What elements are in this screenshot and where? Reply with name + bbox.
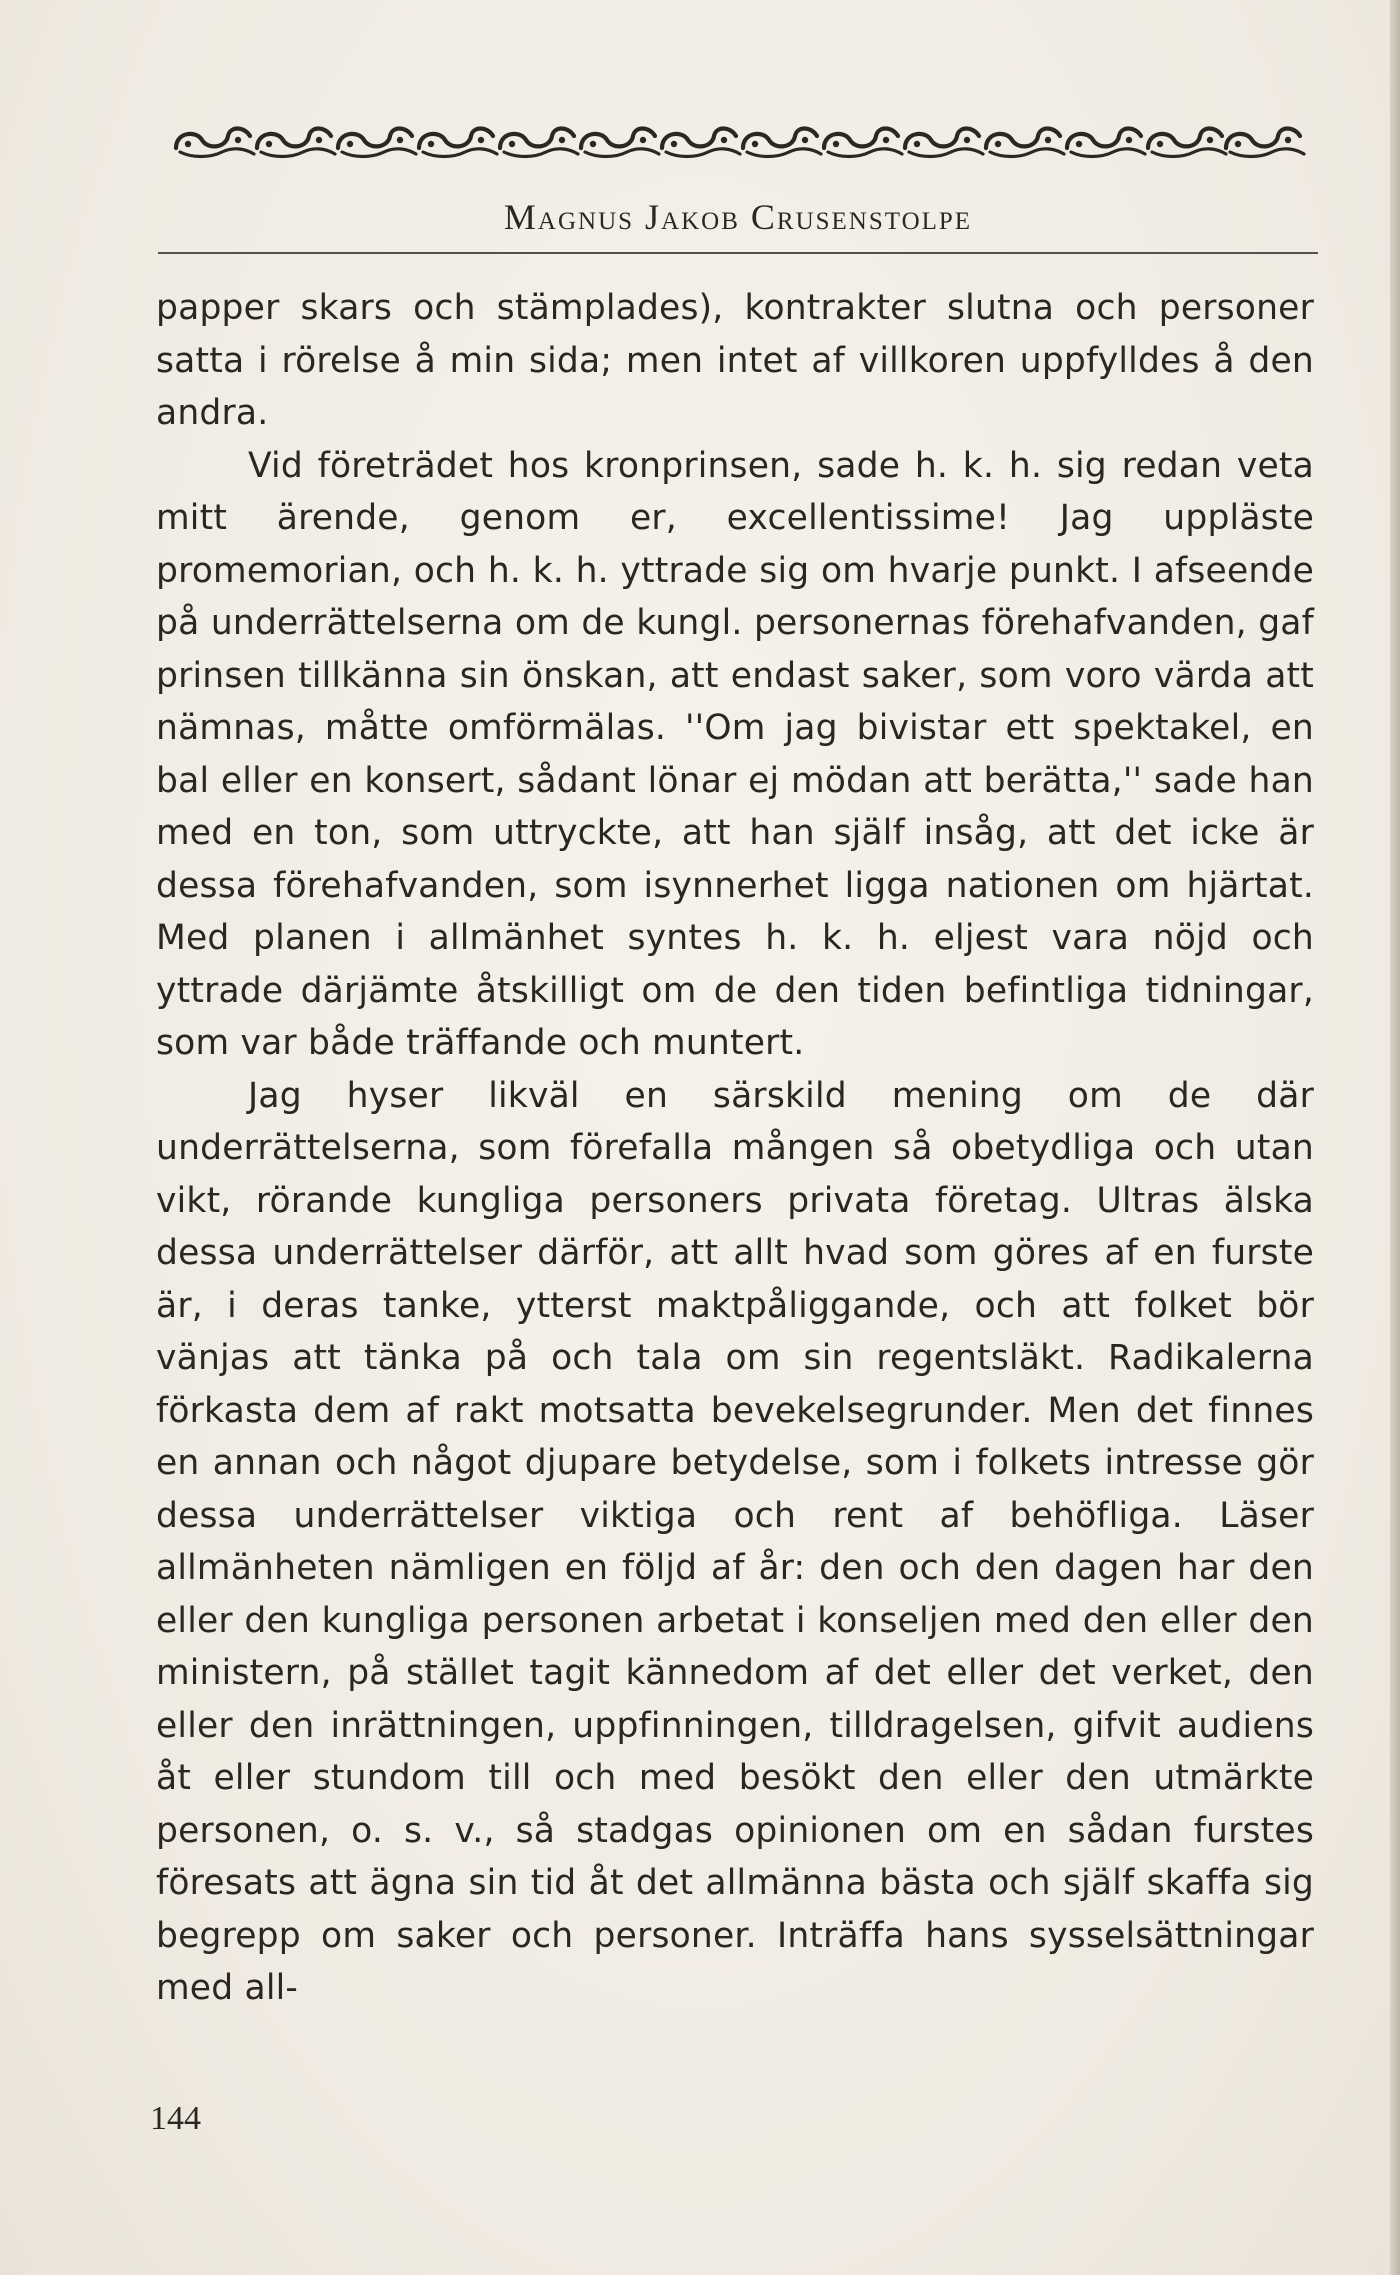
page-edge: [1390, 0, 1400, 2275]
running-head: [158, 196, 1318, 238]
paragraph: Vid företrädet hos kronprinsen, sade h. k. h. sig redan veta mitt ärende, genom er, excellentissime! Jag uppläste promemorian, och h. k. h. yttrade sig om hvarje punkt. I afseende på underrättelserna om de kungl. personernas förehafvanden, gaf prinsen tillkänna sin önskan, att endast saker, som voro värda att nämnas, måtte omförmälas. ''Om jag bivistar ett spektakel, en bal eller en konsert, sådant lönar ej mödan att berätta,'' sade han med en ton, som uttryckte, att han själf insåg, att det icke är dessa förehafvanden, som isynnerhet ligga nationen om hjärtat. Med planen i allmänhet syntes h. k. h. eljest vara nöjd och yttrade därjämte åtskilligt om de den tiden befintliga tidningar, som var både träffande och muntert.: [156, 445, 1314, 1063]
page-number: 144: [150, 2100, 201, 2137]
header-rule: [158, 252, 1318, 254]
body-text: [156, 282, 1314, 2015]
ornament-border: [170, 118, 1306, 168]
paragraph: Jag hyser likväl en särskild mening om de där underrättelserna, som förefalla mången så obetydliga och utan vikt, rörande kungliga personers privata företag. Ultras älska dessa underrättelser därför, att allt hvad som göres af en furste är, i deras tanke, ytterst maktpåliggande, och att folket bör vänjas att tänka på och tala om sin regentsläkt. Radikalerna förkasta dem af rakt motsatta bevekelsegrunder. Men det finnes en annan och något djupare betydelse, som i folkets intresse gör dessa underrättelser viktiga och rent af behöfliga. Läser allmänheten nämligen en följd af år: den och den dagen har den eller den kungliga personen arbetat i konseljen med den eller den ministern, på stället tagit kännedom af det eller det verket, den eller den inrättningen, uppfinningen, tilldragelsen, gifvit audiens åt eller stundom till och med besökt den eller den utmärkte personen, o. s. v., så stadgas opinionen om en sådan furstes föresats att ägna sin tid åt det allmänna bästa och själf skaffa sig begrepp om saker och personer. Inträffa hans sysselsättningar med all-: [156, 1075, 1314, 2008]
paragraph-continued: papper skars och stämplades), kontrakter slutna och personer satta i rörelse å min sida; men intet af villkoren uppfylldes å den andra.: [156, 288, 1314, 433]
running-head-title: Magnus Jakob Crusenstolpe: [503, 197, 973, 237]
